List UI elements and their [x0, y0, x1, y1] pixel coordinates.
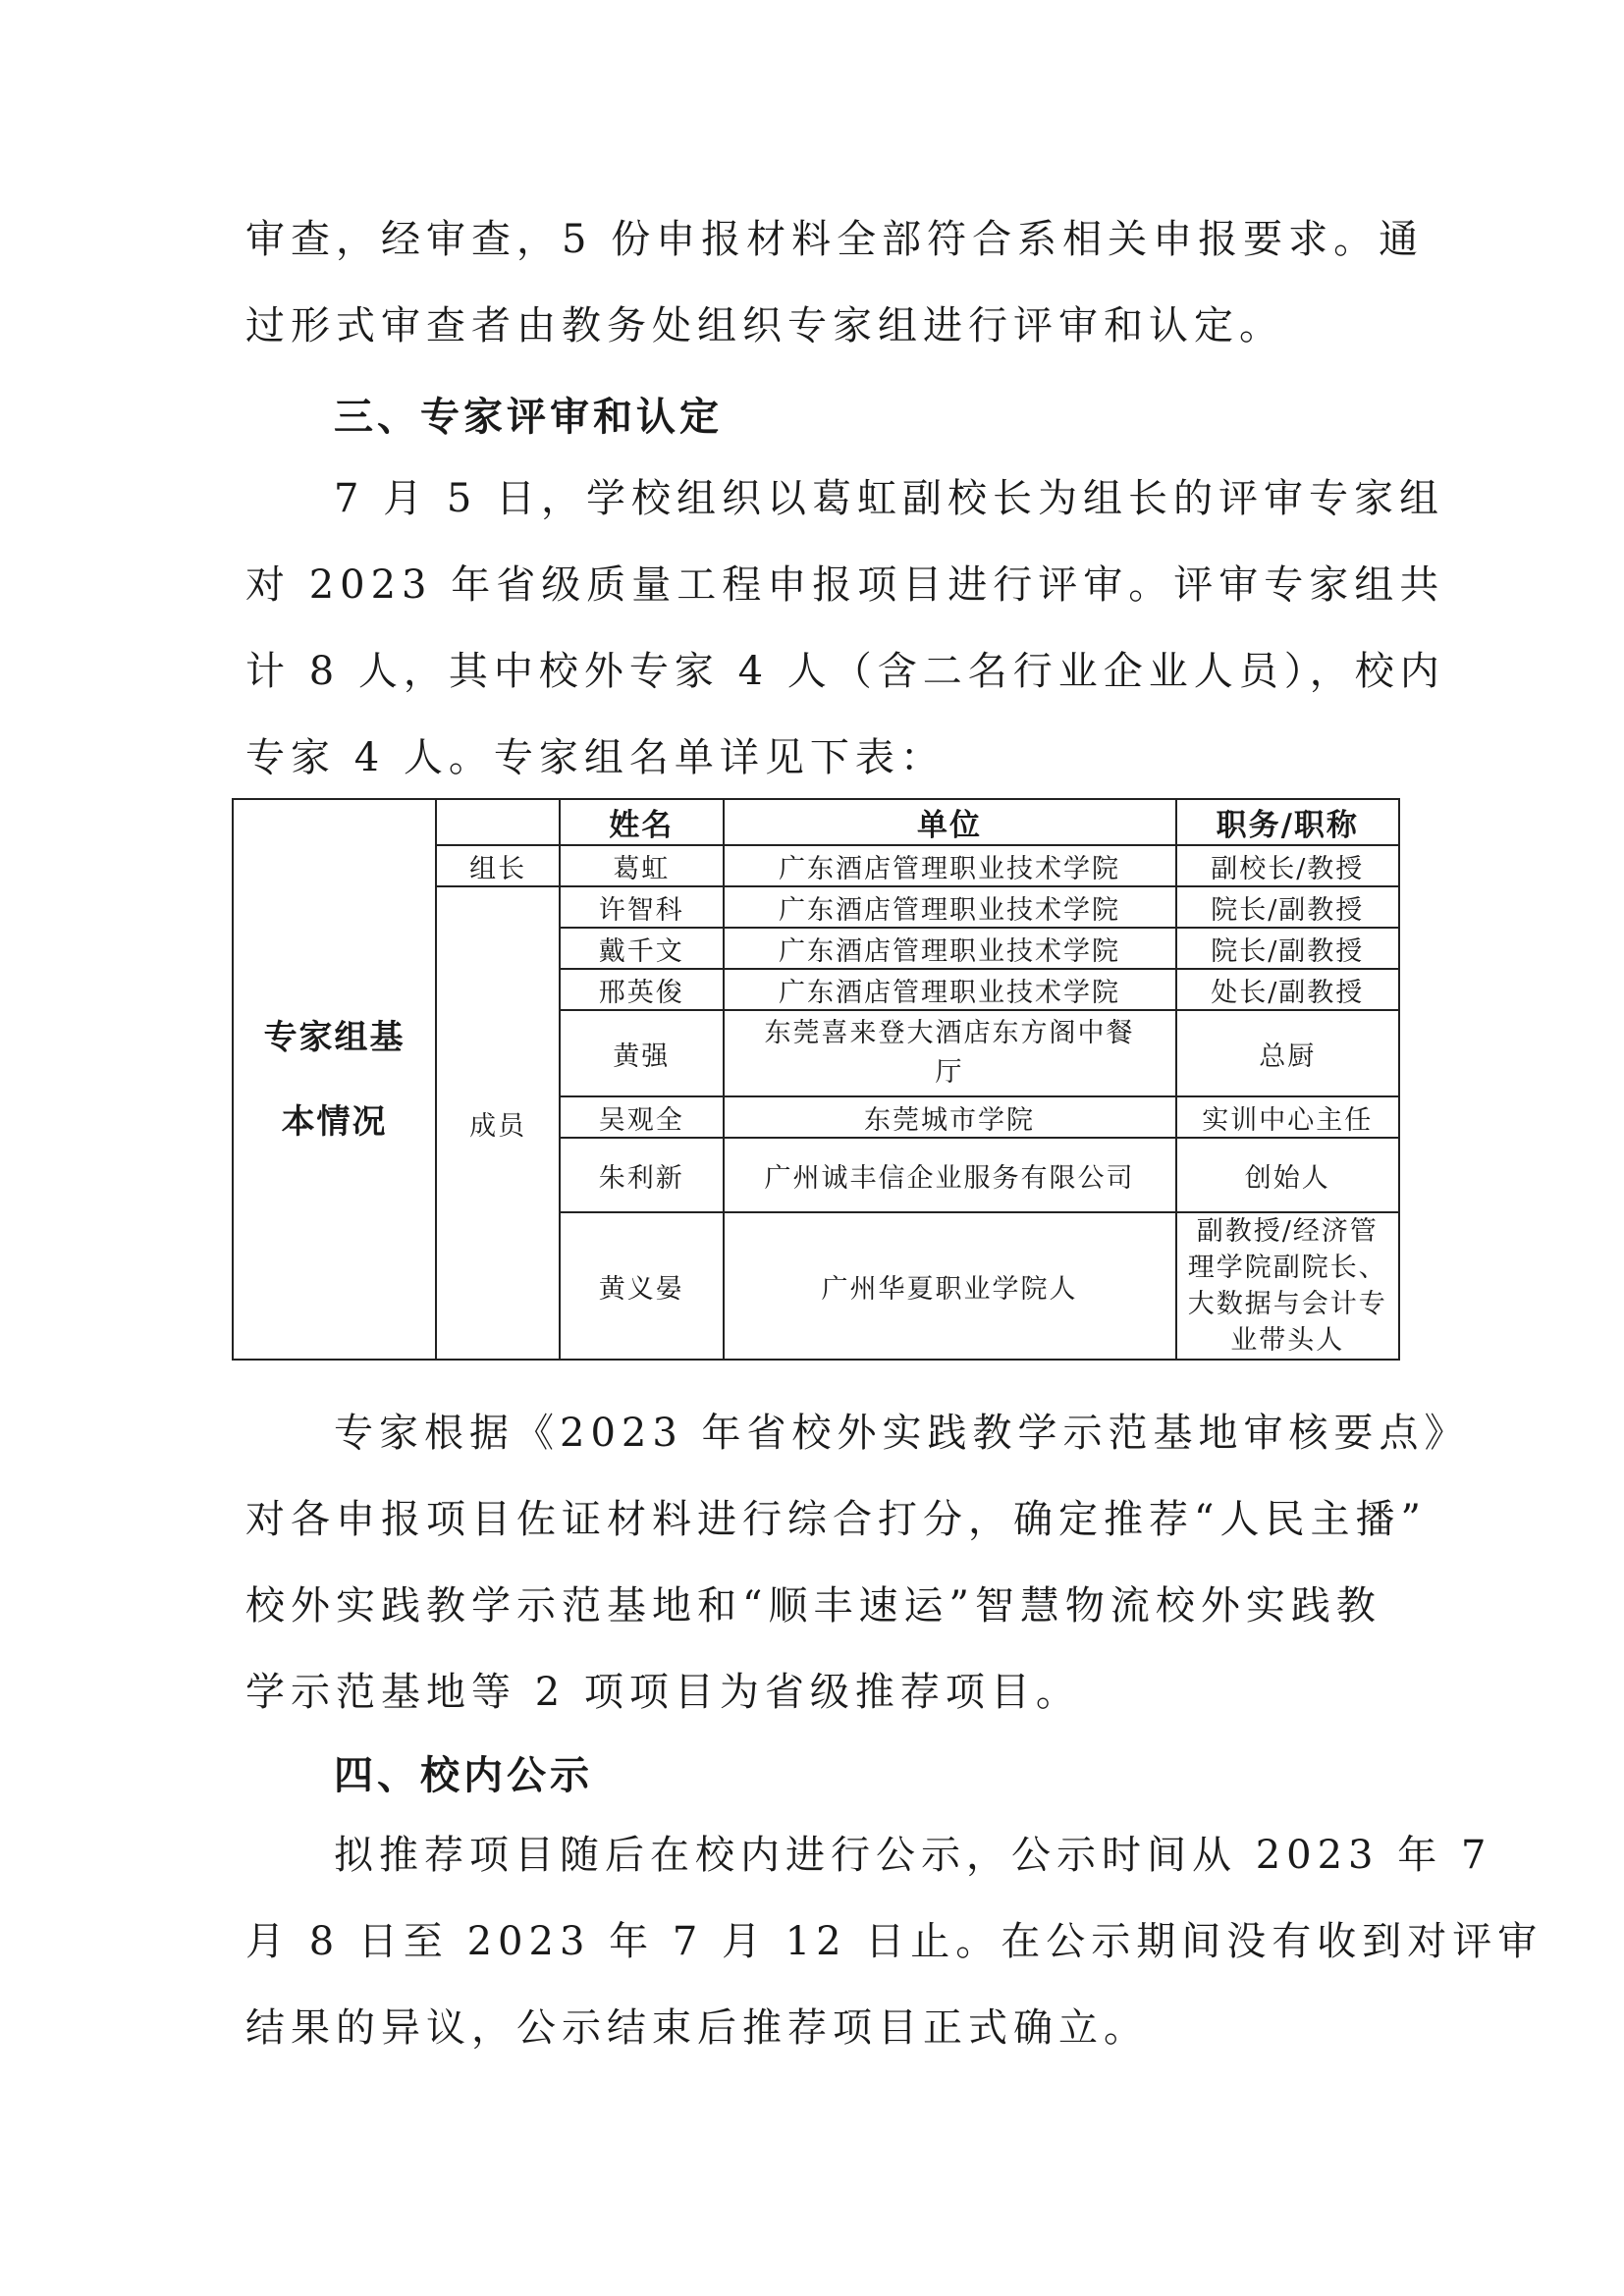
unit-cell: 广州华夏职业学院人: [724, 1212, 1176, 1360]
name-cell: 黄义晏: [560, 1212, 724, 1360]
role-cell-leader: 组长: [436, 845, 560, 886]
title-cell: 总厨: [1176, 1010, 1399, 1096]
paragraph-line: 月 8 日至 2023 年 7 月 12 日止。在公示期间没有收到对评审: [245, 1919, 1543, 1964]
role-header-cell: [436, 799, 560, 845]
section-label-line: 专家组基: [263, 1017, 406, 1057]
unit-cell: 广东酒店管理职业技术学院: [724, 928, 1176, 969]
paragraph-line: 校外实践教学示范基地和“顺丰速运”智慧物流校外实践教: [245, 1583, 1381, 1629]
name-cell: 许智科: [560, 886, 724, 928]
title-line: 业带头人: [1230, 1325, 1345, 1356]
section-heading-public-notice: 四、校内公示: [334, 1753, 593, 1798]
unit-cell: 广东酒店管理职业技术学院: [724, 845, 1176, 886]
paragraph-line: 结果的异议，公示结束后推荐项目正式确立。: [245, 2005, 1149, 2051]
expert-group-table: [232, 798, 1400, 1361]
paragraph-review-result: [245, 196, 1425, 369]
column-header-unit: 单位: [724, 799, 1176, 845]
name-cell: 吴观全: [560, 1096, 724, 1138]
paragraph-line: 拟推荐项目随后在校内进行公示，公示时间从 2023 年 7: [334, 1833, 1492, 1878]
paragraph-line: 审查，经审查，5 份申报材料全部符合系相关申报要求。通: [245, 217, 1425, 262]
paragraph-expert-group: [245, 455, 1445, 801]
name-cell: 葛虹: [560, 845, 724, 886]
title-cell: 实训中心主任: [1176, 1096, 1399, 1138]
paragraph-line: 7 月 5 日，学校组织以葛虹副校长为组长的评审专家组: [334, 476, 1445, 521]
unit-line: 厅: [935, 1057, 964, 1088]
unit-line: 东莞喜来登大酒店东方阁中餐: [764, 1018, 1135, 1048]
unit-cell: 广州诚丰信企业服务有限公司: [724, 1138, 1176, 1212]
unit-cell: 东莞城市学院: [724, 1096, 1176, 1138]
table-header-row: [233, 799, 1399, 845]
role-cell-member: 成员: [436, 886, 560, 1360]
column-header-name: 姓名: [560, 799, 724, 845]
paragraph-line: 过形式审查者由教务处组织专家组进行评审和认定。: [245, 303, 1284, 348]
paragraph-line: 计 8 人，其中校外专家 4 人（含二名行业企业人员），校内: [245, 649, 1445, 694]
name-cell: 黄强: [560, 1010, 724, 1096]
paragraph-line: 对各申报项目佐证材料进行综合打分，确定推荐“人民主播”: [245, 1497, 1427, 1542]
title-cell: 处长/副教授: [1176, 969, 1399, 1010]
title-line: 大数据与会计专: [1187, 1289, 1387, 1319]
section-label-line: 本情况: [281, 1101, 388, 1142]
paragraph-line: 专家根据《2023 年省校外实践教学示范基地审核要点》: [334, 1411, 1470, 1456]
name-cell: 戴千文: [560, 928, 724, 969]
column-header-title: 职务/职称: [1176, 799, 1399, 845]
unit-cell: 广东酒店管理职业技术学院: [724, 886, 1176, 928]
paragraph-line: 对 2023 年省级质量工程申报项目进行评审。评审专家组共: [245, 562, 1445, 608]
paragraph-line: 学示范基地等 2 项项目为省级推荐项目。: [245, 1670, 1081, 1715]
title-cell: 副校长/教授: [1176, 845, 1399, 886]
paragraph-expert-scoring: [245, 1390, 1470, 1735]
paragraph-line: 专家 4 人。专家组名单详见下表：: [245, 735, 946, 780]
title-cell: [1176, 1212, 1399, 1360]
unit-cell: 广东酒店管理职业技术学院: [724, 969, 1176, 1010]
title-cell: 院长/副教授: [1176, 928, 1399, 969]
unit-cell: [724, 1010, 1176, 1096]
paragraph-public-notice: [245, 1812, 1543, 2071]
section-heading-expert-review: 三、专家评审和认定: [334, 395, 723, 440]
title-cell: 创始人: [1176, 1138, 1399, 1212]
name-cell: 朱利新: [560, 1138, 724, 1212]
name-cell: 邢英俊: [560, 969, 724, 1010]
section-label-cell: [233, 799, 436, 1360]
title-line: 理学院副院长、: [1187, 1253, 1387, 1283]
title-cell: 院长/副教授: [1176, 886, 1399, 928]
title-line: 副教授/经济管: [1196, 1216, 1379, 1247]
